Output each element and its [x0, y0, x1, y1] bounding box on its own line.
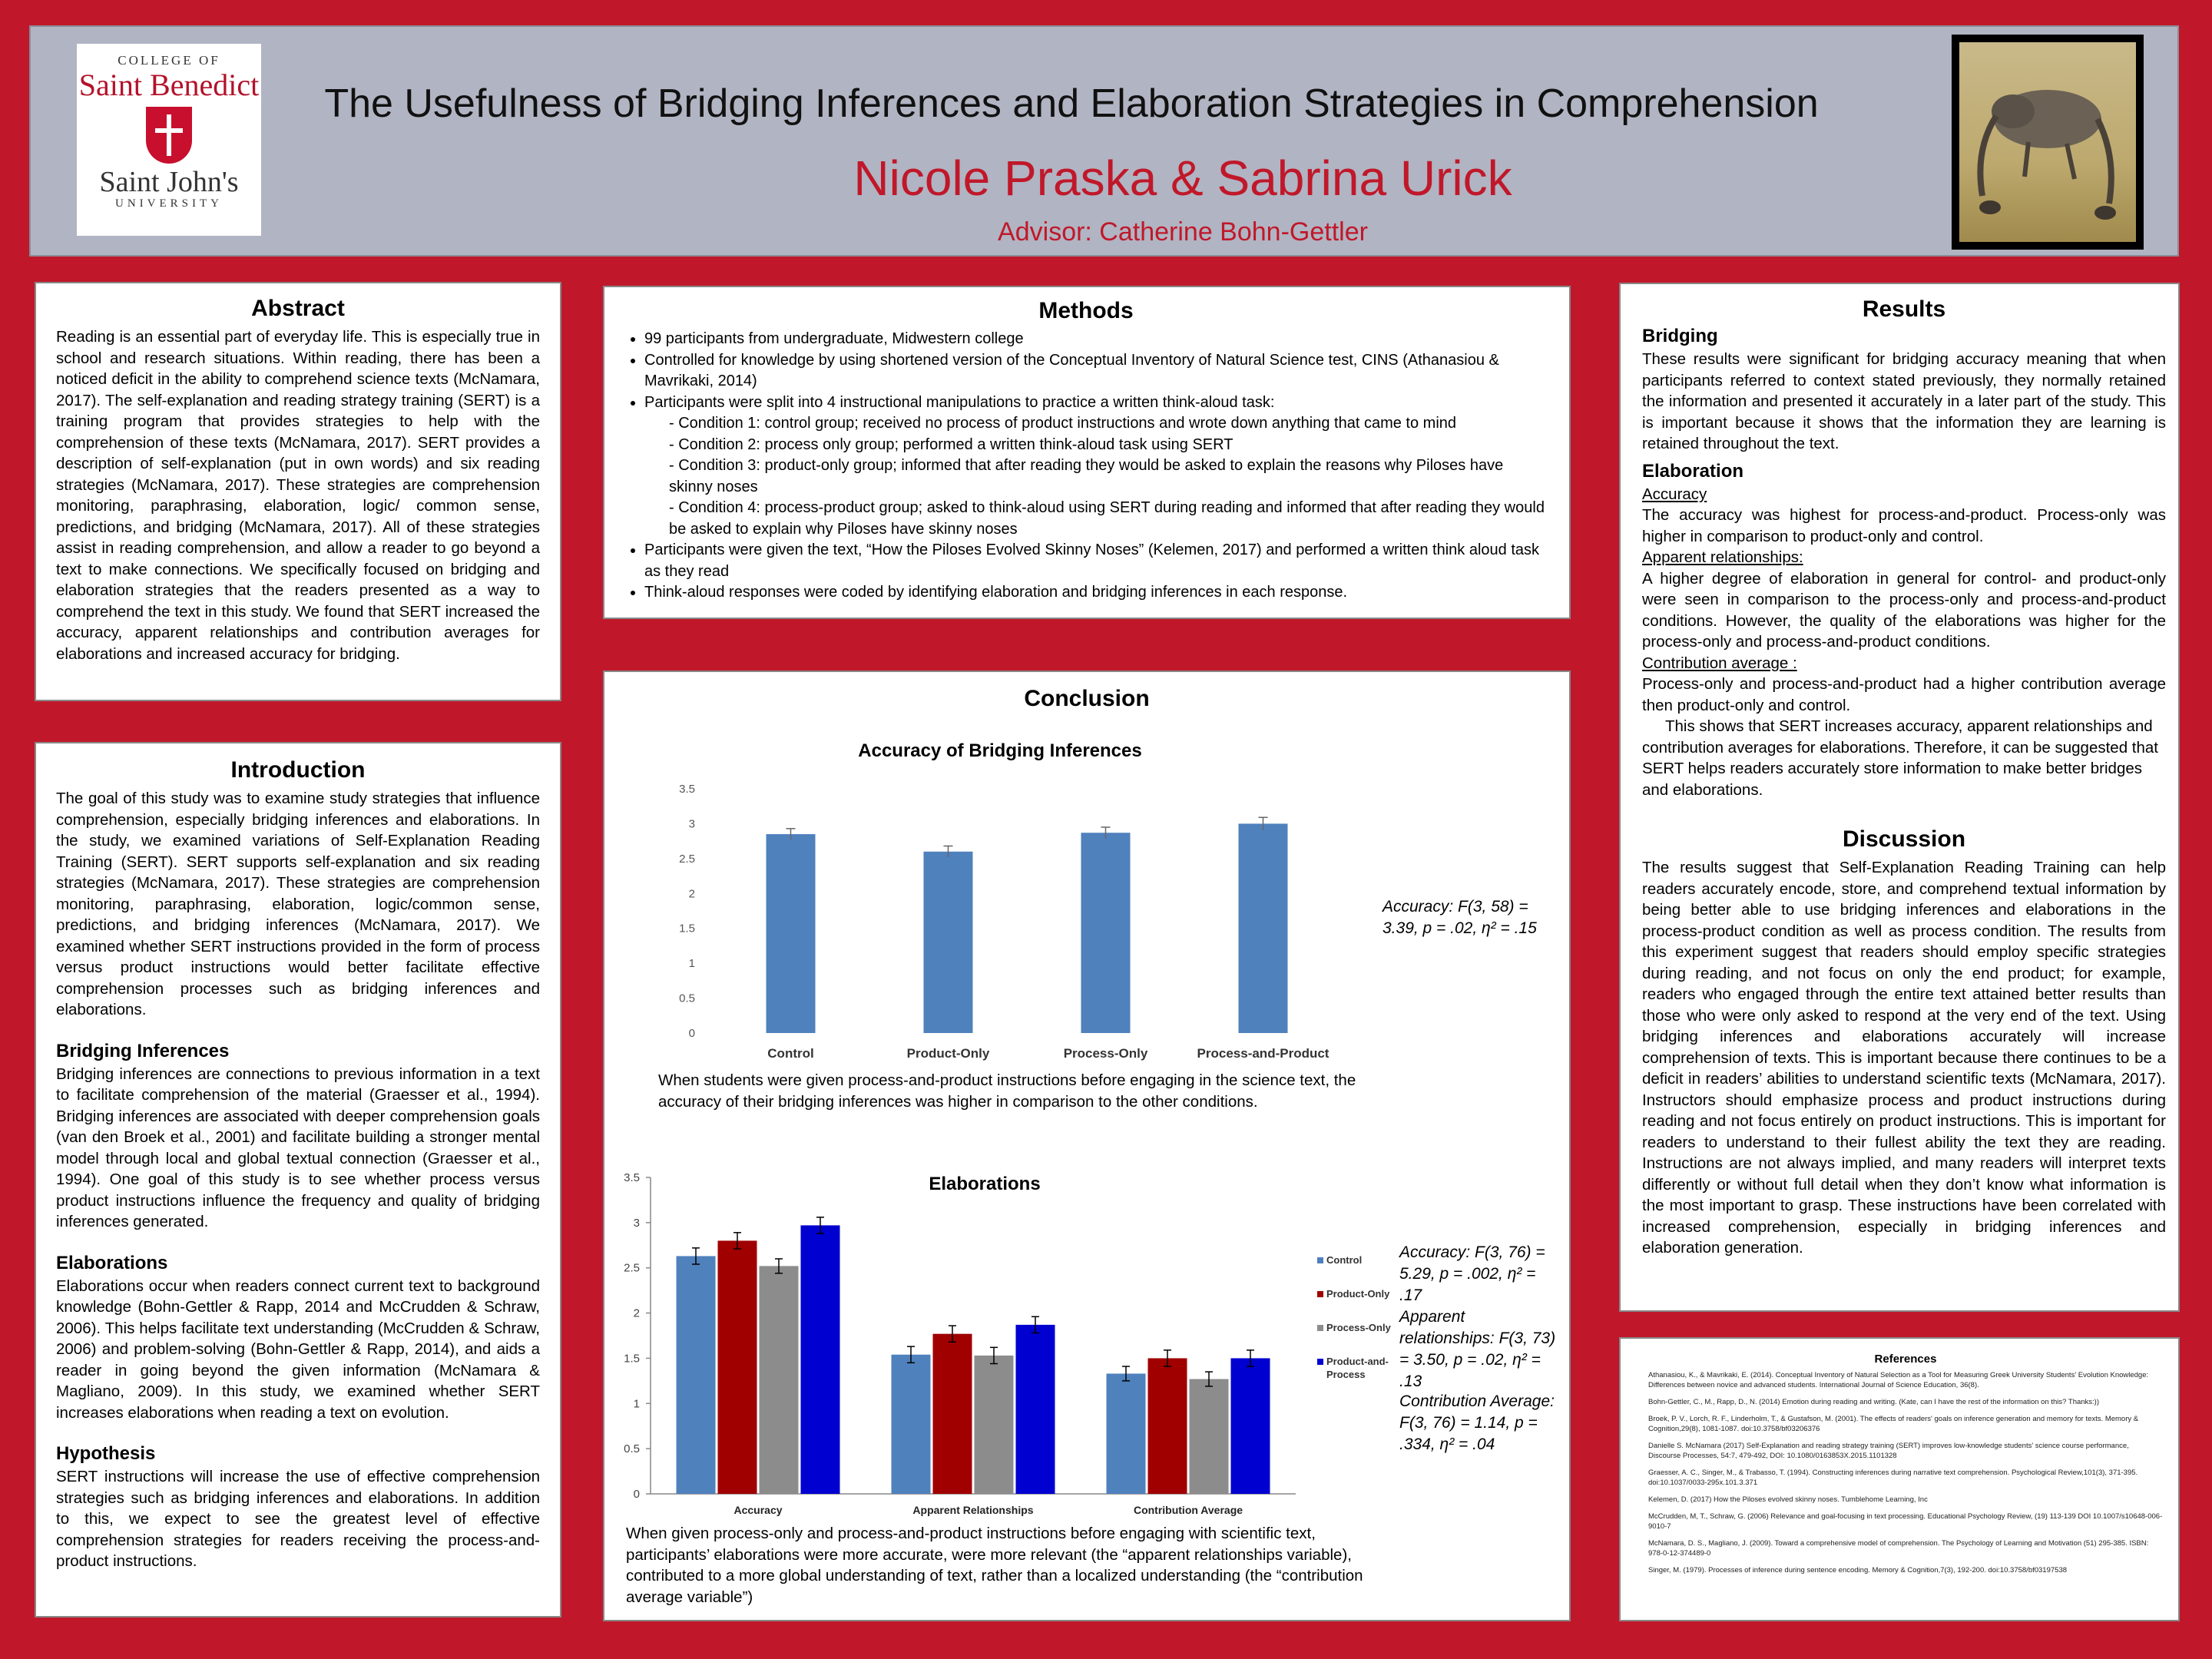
y-tick-label: 2 — [688, 887, 695, 901]
abstract-text: Reading is an essential part of everyday life. This is especially true in school and research situations. Within reading, there has been a noticed deficit in the ability to comprehend science texts (McNamara, 2017). The self-explanation and reading strategy training (SERT) is a training program that provides strategies to help with the comprehension of these texts (McNamara, 2017). SERT provides a description of self-explanation (put in own words) and six reading strategies (McNamara, 2017). These strategies are comprehension monitoring, paraphrasing, elaboration, logic/ common sense, predictions, and bridging (McNamara, 2017). All of these strategies assist in reading comprehension, and allow a reader to go beyond a text to make connections. We specifically focused on bridging and elaboration strategies that the readers presented as a way to comprehend the text in this study. We found that SERT increased the accuracy, apparent relationships and contribution averages for elaborations and increased accuracy for bridging. — [56, 328, 540, 663]
reference-item: Broek, P. V., Lorch, R. F., Linderholm, T., & Gustafson, M. (2001). The effects of readers' goals on inference generation and memory for texts. Memory & Cognition,29(8), 1081-1087. doi:10.3758/bf03206376 — [1648, 1415, 2139, 1433]
shield-cross-icon — [146, 107, 192, 164]
introduction-text: The goal of this study was to examine study strategies that influence comprehension, especially bridging inferences and elaborations. In the study, we examined variations of Self-Explanation Reading Training (SERT). SERT supports self-explanation and six reading strategies (McNamara, 2017). These strategies are comprehension monitoring, paraphrasing, elaboration, logic/common sense, predictions, and bridging inferences (McNamara, 2017). We examined whether SERT instructions provided in the form of process versus product instructions would better facilitate effective comprehension processes such as bridging inferences and elaborations. — [56, 790, 540, 1018]
poster-header — [29, 25, 2179, 257]
condition-1: - Condition 1: control group; received no process of product instructions and wrote down anything that came to mind — [669, 415, 1457, 432]
results-summary: This shows that SERT increases accuracy, apparent relationships and contribution averages for elaborations. Therefore, it can be suggested that SERT helps readers accurately store information to make better bridges and elaborations. — [1642, 717, 2158, 799]
bar — [1081, 833, 1131, 1033]
abstract-panel — [35, 282, 561, 701]
discussion-heading: Discussion — [1842, 826, 1966, 852]
bar — [760, 1266, 799, 1494]
contribution-average-label: Contribution average : — [1642, 654, 1797, 672]
x-tick-label: Contribution Average — [1133, 1504, 1243, 1516]
bar — [1231, 1358, 1270, 1494]
bridging-accuracy-stat: Accuracy: F(3, 58) = 3.39, p = .02, η² = .15 — [1382, 898, 1537, 937]
logo-line-university: UNIVERSITY — [115, 197, 223, 210]
elab-contribution-stat: Contribution Average: F(3, 76) = 1.14, p = .334, η² = .04 — [1399, 1392, 1555, 1453]
elaborations-heading: Elaborations — [56, 1252, 168, 1273]
results-elaboration-heading: Elaboration — [1642, 460, 1744, 482]
y-tick-label: 3.5 — [679, 783, 695, 796]
methods-heading: Methods — [1038, 298, 1134, 323]
legend-swatch — [1317, 1359, 1323, 1365]
y-tick-label: 3.5 — [624, 1171, 640, 1184]
y-tick-label: 2.5 — [679, 852, 695, 866]
contribution-average-text: Process-only and process-and-product had a higher contribution average then product-only and control. — [1642, 675, 2166, 714]
results-bridging-heading: Bridging — [1642, 326, 1718, 346]
college-logo — [77, 44, 261, 236]
methods-item: • Think-aloud responses were coded by identifying elaboration and bridging inferences in each response. — [644, 582, 1549, 604]
y-tick-label: 0.5 — [624, 1442, 640, 1456]
bridging-accuracy-chart — [635, 726, 1365, 1125]
x-tick-label: Process-Only — [1063, 1046, 1148, 1061]
reference-item: Kelemen, D. (2017) How the Piloses evolved skinny noses. Tumblehome Learning, Inc — [1648, 1495, 1928, 1504]
bar — [677, 1256, 716, 1494]
y-tick-label: 3 — [688, 817, 695, 831]
bar — [718, 1240, 757, 1494]
y-tick-label: 2.5 — [624, 1261, 640, 1275]
bar — [933, 1334, 972, 1494]
hypothesis-heading: Hypothesis — [56, 1443, 156, 1464]
bar — [1016, 1325, 1055, 1494]
references-heading: References — [1874, 1353, 1937, 1366]
results-bridging-text: These results were significant for bridging accuracy meaning that when participants referred to context stated previously, they normally retained the information and presented it accurately in a later part of the study. This is important because it shows that the information they are learning is retained throughout the text. — [1642, 350, 2166, 452]
x-tick-label: Apparent Relationships — [912, 1504, 1034, 1516]
condition-2: - Condition 2: process only group; performed a written think-aloud task using SERT — [669, 435, 1233, 453]
legend-label: Product-Only — [1326, 1288, 1390, 1300]
references-panel — [1619, 1337, 2180, 1621]
bar — [801, 1225, 840, 1494]
y-tick-label: 1 — [688, 957, 695, 971]
legend-swatch — [1317, 1257, 1323, 1263]
poster-advisor: Advisor: Catherine Bohn-Gettler — [998, 217, 1368, 247]
bar — [1190, 1379, 1229, 1494]
reference-item: Singer, M. (1979). Processes of inference during sentence encoding. Memory & Cognition,7(3), 192-200. doi:10.3758/bf03197538 — [1648, 1566, 2068, 1575]
elaborations-text: Elaborations occur when readers connect current text to background knowledge (Bohn-Gettler & Rapp, 2014 and McCrudden & Schraw, 2006). This helps facilitate text understanding (McCrudden & Schraw, 2006) and problem-solving (Bohn-Gettler & Rapp, 2014), and aids a reader in going beyond the given information (McNamara & Magliano, 2009). In this study, we examined whether SERT increases elaborations when reading a text on evolution. — [56, 1277, 540, 1422]
legend-label: Process — [1326, 1369, 1366, 1380]
conclusion-heading: Conclusion — [1024, 686, 1150, 711]
y-tick-label: 0.5 — [679, 992, 695, 1005]
bar — [975, 1356, 1014, 1494]
reference-item: Graesser, A. C., Singer, M., & Trabasso, T. (1994). Constructing inferences during narrative text comprehension. Psychological Review,101(3), 371-395. doi:10.1037/0033-295x.101.3.371 — [1648, 1469, 2138, 1487]
bridging-inferences-text: Bridging inferences are connections to previous information in a text to facilitate comprehension of the material (Graesser et al., 1994). Bridging inferences are associated with deeper comprehension goals (van den Broek et al., 2001) and facilitate building a stronger mental model through local and global textual connection (Graesser et al., 1994). One goal of this study is to see whether process versus product instructions influence the frequency and quality of bridging inferences generated. — [56, 1065, 540, 1230]
logo-line-saint-benedict: Saint Benedict — [78, 68, 260, 102]
reference-item: Bohn-Gettler, C., M., Rapp, D., N. (2014) Emotion during reading and writing. (Kate, can I have the rest of the information on this? Thanks:)) — [1648, 1398, 2100, 1406]
elaborations-chart — [604, 1162, 1391, 1538]
legend-swatch — [1317, 1325, 1323, 1331]
methods-list — [623, 329, 1549, 413]
legend-swatch — [1317, 1291, 1323, 1297]
legend-label: Process-Only — [1326, 1322, 1391, 1333]
methods-list-continued — [623, 540, 1549, 604]
results-panel — [1619, 283, 2180, 1312]
abstract-heading: Abstract — [251, 296, 345, 321]
reference-item: Danielle S. McNamara (2017) Self-Explanation and reading strategy training (SERT) improves low-knowledge students' science course performance, Discourse Processes, 54:7, 479-492, DOI: 10.1080/0163853X.2015.1101328 — [1648, 1442, 2129, 1460]
elaborations-caption: When given process-only and process-and-product instructions before engaging with scientific text, participants’ elaborations were more accurate, were more relevant (the “apparent relationships variable), contributed to a more global understanding of text, rather than a localized understanding (the “contribution average variable”) — [626, 1525, 1363, 1606]
legend-label: Control — [1326, 1254, 1363, 1266]
introduction-heading: Introduction — [230, 757, 366, 783]
bar — [1107, 1373, 1146, 1494]
y-tick-label: 1.5 — [679, 922, 695, 935]
y-tick-label: 0 — [688, 1027, 695, 1040]
hypothesis-text: SERT instructions will increase the use of effective comprehension strategies such as bridging inferences and elaborations. In addition to this, we expect to see the greatest level of effective comprehension strategies for readers receiving the process-and-product instructions. — [56, 1468, 540, 1570]
chart-title: Accuracy of Bridging Inferences — [858, 740, 1142, 761]
y-tick-label: 1 — [633, 1397, 640, 1411]
pilose-illustration — [1952, 35, 2144, 250]
logo-line-saint-johns: Saint John's — [99, 166, 239, 198]
elab-apparent-stat: Apparent relationships: F(3, 73) = 3.50, p = .02, η² = .13 — [1399, 1308, 1556, 1390]
accuracy-text: The accuracy was highest for process-and-product. Process-only was higher in comparison to product-only and control. — [1642, 506, 2166, 545]
bar — [767, 834, 816, 1033]
condition-3: - Condition 3: product-only group; informed that after reading they would be asked to explain the reasons why Piloses have skinny noses — [669, 457, 1504, 495]
bridging-inferences-heading: Bridging Inferences — [56, 1040, 230, 1061]
x-tick-label: Accuracy — [733, 1504, 783, 1516]
methods-panel — [603, 286, 1571, 619]
x-tick-label: Control — [767, 1046, 814, 1061]
legend-label: Product-and- — [1326, 1356, 1389, 1367]
discussion-text: The results suggest that Self-Explanation Reading Training can help readers accurately encode, store, and comprehend textual information by being better able to use bridging inferences and elaborations in the process-product condition as well as process condition. The results from this experiment suggest that readers should employ specific strategies during reading, and not focus on only the end product; for example, readers who engaged through the entire text attained better results than those who were only asked to respond at the very end of the text. Using bridging inferences and elaborations accurately will increase comprehension of texts. This is important because there continues to be a deficit in readers’ abilities to understand scientific texts (McNamara, 2017). Instructors should emphasize process and product instructions during reading and not focus entirely on product instructions. This is important for readers to understand to their fullest ability the text they are reading. Instructions are not always implied, and many readers will interpret texts differently or without full detail when they don’t know what information is the most important to grasp. These instructions have been correlated with increased comprehension, especially in bridging inferences and elaboration generation. — [1642, 859, 2166, 1257]
accuracy-label: Accuracy — [1642, 485, 1707, 503]
methods-item: • Participants were split into 4 instructional manipulations to practice a written think-aloud task: — [644, 392, 1549, 414]
apparent-relationships-label: Apparent relationships: — [1642, 548, 1803, 566]
x-tick-label: Process-and-Product — [1197, 1046, 1330, 1061]
elab-accuracy-stat: Accuracy: F(3, 76) = 5.29, p = .002, η² = .17 — [1399, 1243, 1545, 1304]
reference-item: McCrudden, M, T., Schraw, G. (2006) Relevance and goal-focusing in text processing. Educational Psychology Review, (19) 113-139 DOI 10.1007/s10648-006-9010-7 — [1648, 1512, 2163, 1531]
apparent-relationships-text: A higher degree of elaboration in general for control- and product-only were seen in comparison to the process-only and process-and-product conditions. However, the quality of the elaborations was higher for the process-only and process-and-product conditions. — [1642, 569, 2166, 651]
pilose-creature-image — [1959, 42, 2136, 242]
poster-title: The Usefulness of Bridging Inferences and Elaboration Strategies in Comprehension — [324, 81, 1819, 126]
conclusion-panel — [603, 671, 1571, 1621]
reference-item: Athanasiou, K., & Mavrikaki, E. (2014). Conceptual Inventory of Natural Selection as a Tool for Measuring Greek University Students' Evolution Knowledge: Differences between novice and advanced students. International Journal of Science Education, 36(8). — [1648, 1371, 2149, 1389]
bridging-caption: When students were given process-and-product instructions before engaging in the science text, the accuracy of their bridging inferences was higher in comparison to the other conditions. — [658, 1071, 1356, 1111]
bar — [1239, 823, 1288, 1033]
reference-item: McNamara, D. S., Magliano, J. (2009). Toward a comprehensive model of comprehension. The Psychology of Learning and Motivation (51) 295-385. ISBN: 978-0-12-374489-0 — [1648, 1539, 2149, 1558]
logo-line-college-of: COLLEGE OF — [118, 53, 220, 68]
bar — [924, 852, 973, 1033]
introduction-panel — [35, 742, 561, 1618]
methods-item: • Controlled for knowledge by using shortened version of the Conceptual Inventory of Natural Science test, CINS (Athanasiou & Mavrikaki, 2014) — [644, 350, 1549, 392]
y-tick-label: 0 — [633, 1488, 640, 1501]
chart-title: Elaborations — [929, 1174, 1041, 1194]
y-tick-label: 1.5 — [624, 1352, 640, 1366]
bar — [892, 1355, 931, 1494]
references-list — [1648, 1370, 2163, 1575]
y-tick-label: 2 — [633, 1306, 640, 1320]
y-tick-label: 3 — [633, 1216, 640, 1230]
condition-4: - Condition 4: process-product group; asked to think-aloud using SERT during reading and informed that after reading they would be asked to explain why Piloses have skinny noses — [669, 499, 1545, 538]
methods-item: • Participants were given the text, “How the Piloses Evolved Skinny Noses” (Kelemen, 2017) and performed a written think aloud task as they read — [644, 540, 1549, 582]
poster-authors: Nicole Praska & Sabrina Urick — [853, 151, 1512, 206]
x-tick-label: Product-Only — [906, 1046, 990, 1061]
bar — [1148, 1358, 1187, 1494]
methods-item: • 99 participants from undergraduate, Midwestern college — [644, 329, 1549, 350]
results-heading: Results — [1862, 296, 1946, 322]
